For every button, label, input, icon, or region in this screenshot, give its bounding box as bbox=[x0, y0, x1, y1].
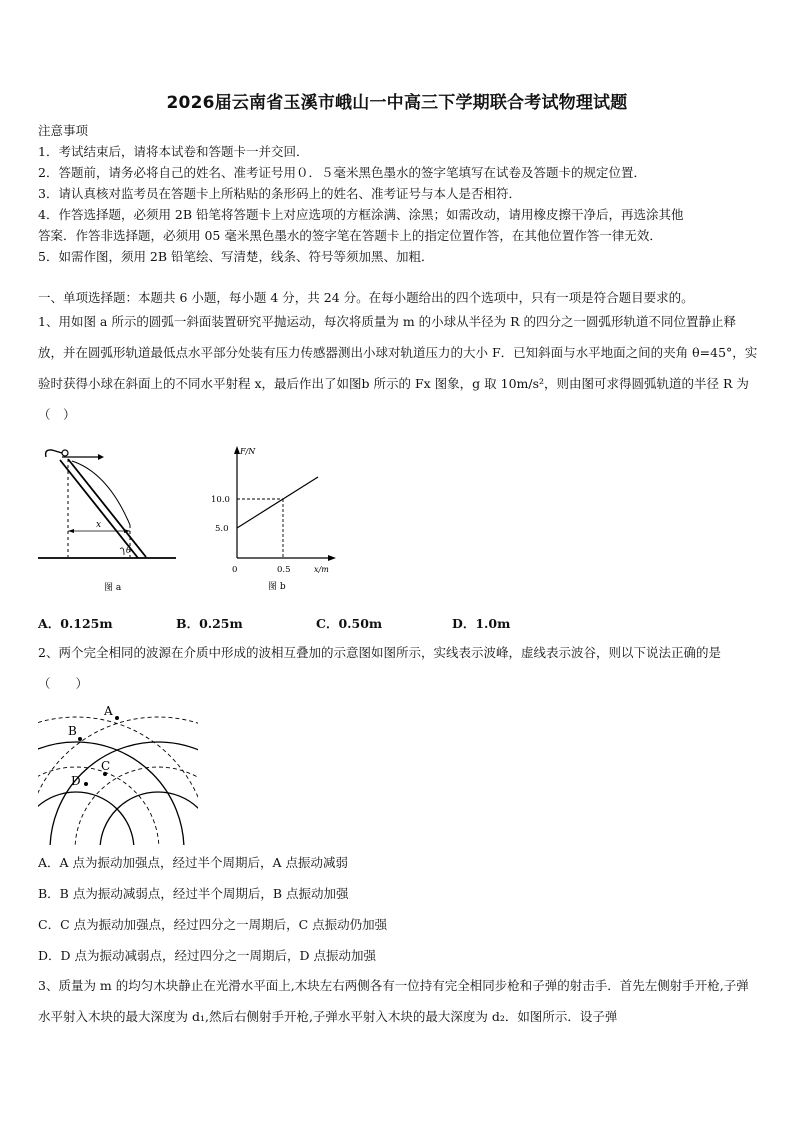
wave-point-c: C bbox=[101, 759, 111, 773]
wave-point-d: D bbox=[71, 774, 81, 788]
exam-title: 2026届云南省玉溪市峨山一中高三下学期联合考试物理试题 bbox=[166, 93, 628, 113]
notice-item-5: 5．如需作图，须用 2B 铅笔绘、写清楚，线条、符号等须加黑、加粗． bbox=[38, 249, 434, 264]
figure-b-x-axis-label: x/m bbox=[314, 565, 329, 574]
q2-option-a: A．A 点为振动加强点，经过半个周期后，A 点振动减弱 bbox=[38, 855, 349, 870]
figure-wave-interference bbox=[38, 700, 198, 845]
notice-heading: 注意事项 bbox=[38, 123, 89, 138]
notice-item-4-cont: 答案．作答非选择题，必须用 05 毫米黑色墨水的签字笔在答题卡上的指定位置作答，在其他位置作答一律无效． bbox=[38, 228, 662, 243]
question-3-text: 3、质量为 m 的均匀木块静止在光滑水平面上,木块左右两侧各有一位持有完全相同步枪和子弹的射击手．首先左侧射手开枪,子弹水平射入木块的最大深度为 d₁,然后右侧射手开枪,子弹水平射入木块的最大深度为 d₂．如图所示．设子弹 bbox=[38, 978, 749, 1024]
q2-option-b: B．B 点为振动减弱点，经过半个周期后，B 点振动加强 bbox=[38, 886, 349, 901]
section-heading: 一、单项选择题：本题共 6 小题，每小题 4 分，共 24 分。在每小题给出的四个选项中，只有一项是符合题目要求的。 bbox=[38, 290, 694, 305]
q2-option-d: D．D 点为振动减弱点，经过四分之一周期后，D 点振动加强 bbox=[38, 948, 377, 963]
figure-b-x-tick-05: 0.5 bbox=[277, 565, 291, 575]
figure-a-x-label: x bbox=[96, 520, 102, 530]
figure-b-caption: 图 b bbox=[268, 582, 286, 592]
figure-b-fx-graph bbox=[210, 440, 340, 595]
figure-b-origin-label: 0 bbox=[232, 565, 238, 575]
notice-item-2: 2．答题前，请务必将自己的姓名、准考证号用０．５毫米黑色墨水的签字笔填写在试卷及答题卡的规定位置． bbox=[38, 165, 646, 180]
figure-b-y-tick-5: 5.0 bbox=[215, 524, 229, 534]
question-2-text: 2、两个完全相同的波源在介质中形成的波相互叠加的示意图如图所示，实线表示波峰，虚线表示波谷，则以下说法正确的是（ ） bbox=[38, 645, 721, 691]
wave-point-b: B bbox=[68, 724, 77, 738]
q1-option-c: C．0.50m bbox=[316, 616, 383, 631]
figure-b-y-axis-label: F/N bbox=[240, 447, 256, 456]
figure-b-y-tick-10: 10.0 bbox=[211, 495, 230, 505]
notice-item-1: 1．考试结束后，请将本试卷和答题卡一并交回． bbox=[38, 144, 309, 159]
figure-a-caption: 图 a bbox=[104, 583, 122, 593]
q1-option-b: B．0.25m bbox=[176, 616, 243, 631]
notice-item-3: 3．请认真核对监考员在答题卡上所粘贴的条形码上的姓名、准考证号与本人是否相符． bbox=[38, 186, 521, 201]
q1-option-d: D．1.0m bbox=[452, 616, 511, 631]
question-1-text: 1、用如图 a 所示的圆弧一斜面装置研究平抛运动，每次将质量为 m 的小球从半径为 R 的四分之一圆弧形轨道不同位置静止释放，并在圆弧形轨道最低点水平部分处装有压力传感器测出小球对轨道压力的大小 F．已知斜面与水平地面之间的夹角 θ=45°，实验时获得小球在斜面上的不同水平射程 x，最后作出了如图b 所示的 Fx 图象，g 取 10m/s²，则由图可求得圆弧轨道的半径 R 为（ ） bbox=[38, 314, 758, 422]
q1-option-a: A．0.125m bbox=[38, 616, 113, 631]
figure-a-ramp-diagram bbox=[38, 445, 178, 595]
notice-item-4: 4．作答选择题，必须用 2B 铅笔将答题卡上对应选项的方框涂满、涂黑；如需改动，请用橡皮擦干净后，再选涂其他 bbox=[38, 207, 684, 222]
wave-point-a: A bbox=[104, 704, 113, 718]
q2-option-c: C．C 点为振动加强点，经过四分之一周期后，C 点振动仍加强 bbox=[38, 917, 388, 932]
figure-a-angle-label: θ bbox=[126, 546, 131, 555]
